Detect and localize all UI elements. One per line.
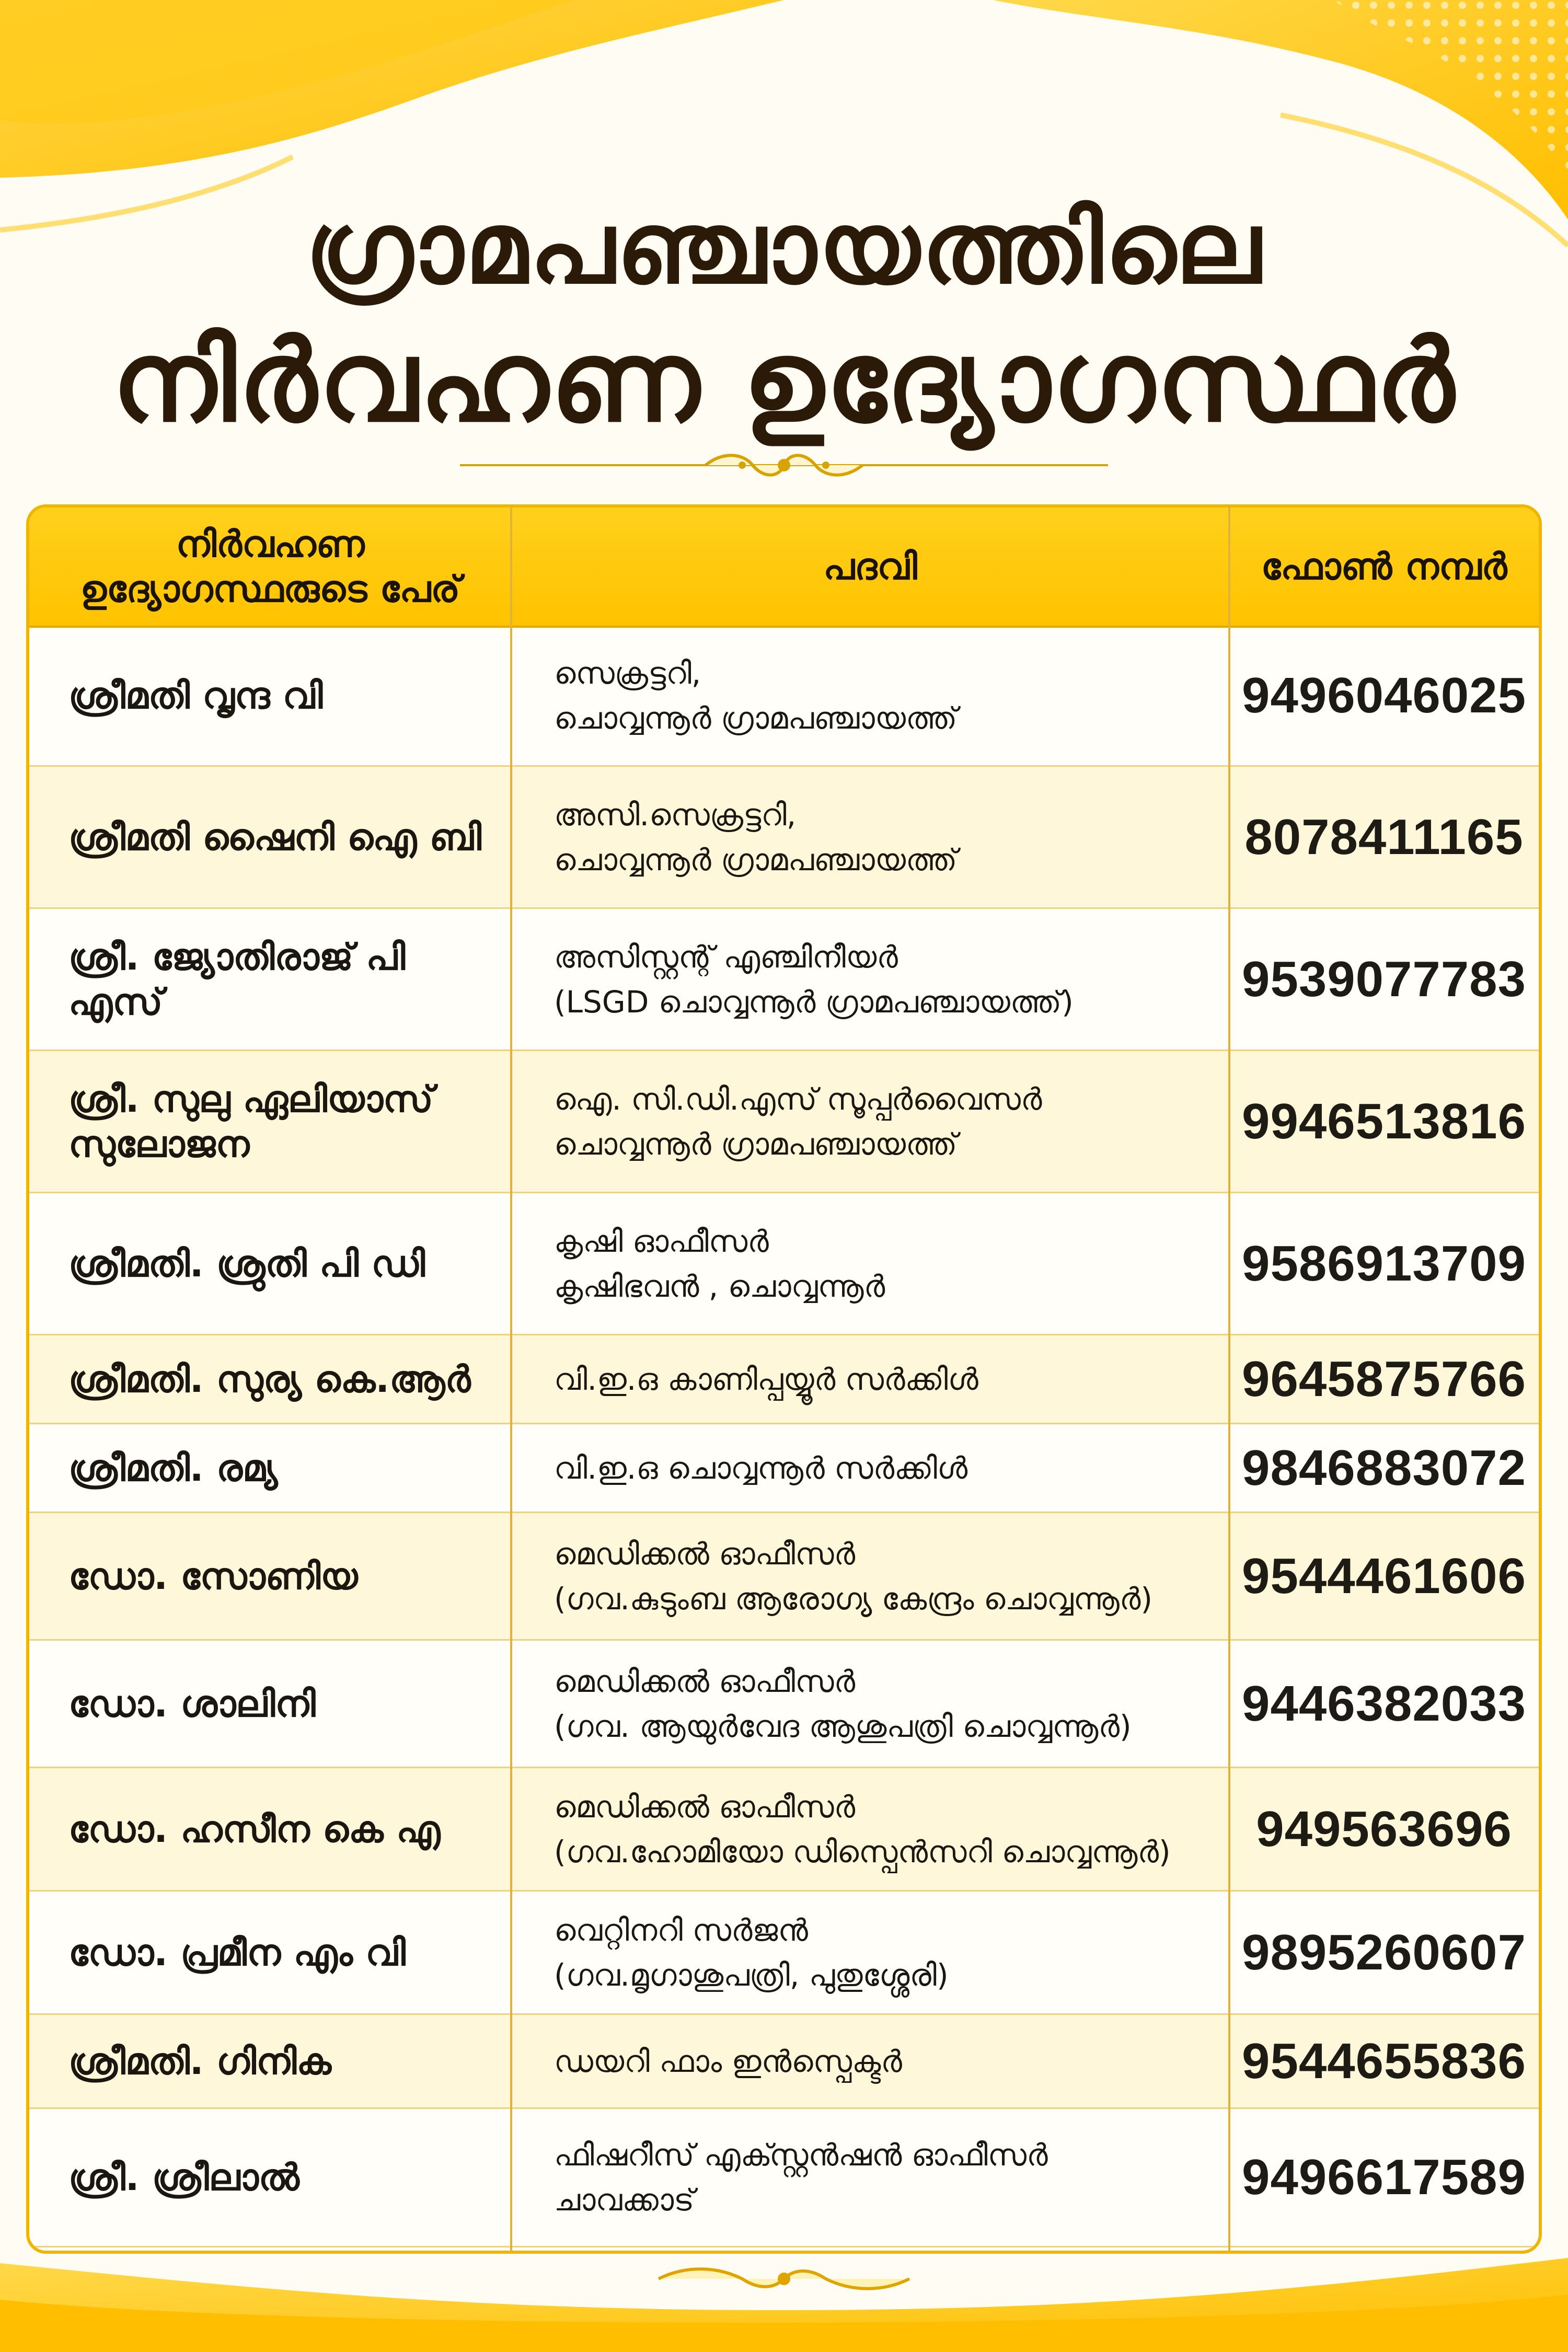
ornament-divider-bottom	[627, 2263, 941, 2295]
phone-number: 9446382033	[1242, 1675, 1526, 1732]
post-line-2: ചാവക്കാട്	[554, 2182, 695, 2218]
header-post: പദവി	[823, 545, 917, 588]
phone-number: 949563696	[1256, 1801, 1512, 1857]
post-line-2: കൃഷിഭവൻ , ചൊവ്വന്നൂർ	[554, 1268, 885, 1304]
officer-post	[511, 2109, 1229, 2246]
officer-post	[511, 1892, 1229, 2013]
officer-name: ഡോ. സോണിയ	[68, 1554, 358, 1598]
header-name: നിർവഹണ ഉദ്യോഗസ്ഥരുടെ പേര്	[80, 523, 460, 610]
officer-post	[511, 1335, 1229, 1423]
phone-number: 9645875766	[1242, 1351, 1526, 1407]
table-row	[29, 2109, 1539, 2247]
officer-name: ഡോ. ഹസീന കെ എ	[68, 1807, 441, 1851]
officer-post	[511, 1641, 1229, 1767]
phone-number: 9586913709	[1242, 1235, 1526, 1292]
phone-number: 9539077783	[1242, 951, 1526, 1007]
phone-number: 9895260607	[1242, 1924, 1526, 1980]
table-row	[29, 767, 1539, 909]
table-row	[29, 1513, 1539, 1641]
post-line-1: ഡയറി ഫാം ഇൻസ്പെക്ടർ	[554, 2043, 902, 2079]
post-line-1: മെഡിക്കൽ ഓഫീസർ	[554, 1789, 856, 1825]
title-line-2: നിർവഹണ ഉദ്യോഗസ്ഥർ	[111, 316, 1457, 447]
post-line-1: അസിസ്റ്റന്റ് എഞ്ചിനീയർ	[554, 939, 898, 975]
officer-name: ഡോ. പ്രമീന എം വി	[68, 1931, 406, 1974]
table-row	[29, 1892, 1539, 2015]
table-row	[29, 1768, 1539, 1892]
phone-number: 8078411165	[1244, 809, 1524, 865]
post-line-2: (ഗവ.മൃഗാശുപത്രി, പുതുശ്ശേരി)	[554, 1957, 949, 1993]
table-row	[29, 2015, 1539, 2109]
officers-table	[26, 504, 1542, 2254]
officer-name: ശ്രീമതി. ശ്രുതി പി ഡി	[68, 1242, 425, 1285]
phone-number: 9544655836	[1242, 2033, 1526, 2089]
phone-number: 9946513816	[1242, 1093, 1526, 1149]
page-title	[0, 188, 1568, 449]
post-line-1: വി.ഇ.ഒ ചൊവ്വന്നൂർ സർക്കിൾ	[554, 1450, 968, 1486]
table-header	[29, 508, 1539, 628]
post-line-1: സെക്രട്ടറി,	[554, 655, 701, 691]
officer-name: ശ്രീ. ജ്യോതിരാജ് പി എസ്	[68, 935, 406, 1023]
officer-post	[511, 767, 1229, 907]
post-line-2: (ഗവ.കുടുംബ ആരോഗ്യ കേന്ദ്രം ചൊവ്വന്നൂർ)	[554, 1581, 1153, 1617]
officer-name: ഡോ. ശാലിനി	[68, 1682, 316, 1725]
officer-name: ശ്രീമതി. രമ്യ	[68, 1446, 278, 1490]
title-line-1: ഗ്രാമപഞ്ചായത്തിലെ	[305, 190, 1263, 306]
post-line-2: (LSGD ചൊവ്വന്നൂർ ഗ്രാമപഞ്ചായത്ത്)	[554, 984, 1074, 1020]
table-row	[29, 909, 1539, 1051]
post-line-2: (ഗവ.ഹോമിയോ ഡിസ്പെൻസറി ചൊവ്വന്നൂർ)	[554, 1834, 1171, 1870]
post-line-1: വി.ഇ.ഒ കാണിപ്പയ്യൂർ സർക്കിൾ	[554, 1361, 978, 1397]
post-line-1: വെറ്റിനറി സർജൻ	[554, 1912, 808, 1948]
officer-post	[511, 1051, 1229, 1192]
officer-post	[511, 1513, 1229, 1639]
post-line-2: ചൊവ്വന്നൂർ ഗ്രാമപഞ്ചായത്ത്	[554, 841, 958, 878]
officer-name: ശ്രീമതി വൃന്ദ വി	[68, 674, 323, 717]
column-divider	[1228, 508, 1230, 2251]
table-row	[29, 1335, 1539, 1424]
post-line-1: ഐ. സി.ഡി.എസ് സൂപ്പർവൈസർ	[554, 1081, 1042, 1117]
post-line-1: മെഡിക്കൽ ഓഫീസർ	[554, 1663, 856, 1699]
officer-name: ശ്രീമതി. ഗിനിക	[68, 2039, 332, 2083]
post-line-1: കൃഷി ഓഫീസർ	[554, 1223, 769, 1259]
post-line-1: മെഡിക്കൽ ഓഫീസർ	[554, 1536, 856, 1572]
phone-number: 9846883072	[1242, 1439, 1526, 1496]
table-row	[29, 1424, 1539, 1513]
table-row	[29, 1051, 1539, 1193]
ornament-divider	[460, 449, 1108, 481]
officer-post	[511, 626, 1229, 765]
table-row	[29, 626, 1539, 767]
officer-name: ശ്രീമതി. സുര്യ കെ.ആർ	[68, 1357, 471, 1401]
phone-number: 9496617589	[1242, 2149, 1526, 2205]
post-line-2: ചൊവ്വന്നൂർ ഗ്രാമപഞ്ചായത്ത്	[554, 700, 958, 736]
officer-name: ശ്രീമതി ഷൈനി ഐ ബി	[68, 815, 482, 859]
officer-post	[511, 1193, 1229, 1334]
phone-number: 9544461606	[1242, 1548, 1526, 1604]
column-divider	[510, 508, 512, 2251]
officer-name: ശ്രീ. സുലു ഏലിയാസ് സുലോജന	[68, 1077, 433, 1166]
table-row	[29, 1641, 1539, 1768]
table-row	[29, 1193, 1539, 1335]
post-line-2: ചൊവ്വന്നൂർ ഗ്രാമപഞ്ചായത്ത്	[554, 1126, 958, 1162]
post-line-2: (ഗവ. ആയുർവേദ ആശുപത്രി ചൊവ്വന്നൂർ)	[554, 1708, 1132, 1744]
officer-post	[511, 2015, 1229, 2107]
post-line-1: അസി.സെക്രട്ടറി,	[554, 797, 797, 833]
header-phone: ഫോൺ നമ്പർ	[1261, 545, 1507, 588]
phone-number: 9496046025	[1242, 667, 1526, 723]
officer-post	[511, 1424, 1229, 1512]
officer-name: ശ്രീ. ശ്രീലാൽ	[68, 2156, 299, 2199]
officer-post	[511, 909, 1229, 1050]
officer-post	[511, 1768, 1229, 1890]
post-line-1: ഫിഷറീസ് എക്സ്റ്റൻഷൻ ഓഫീസർ	[554, 2137, 1048, 2173]
